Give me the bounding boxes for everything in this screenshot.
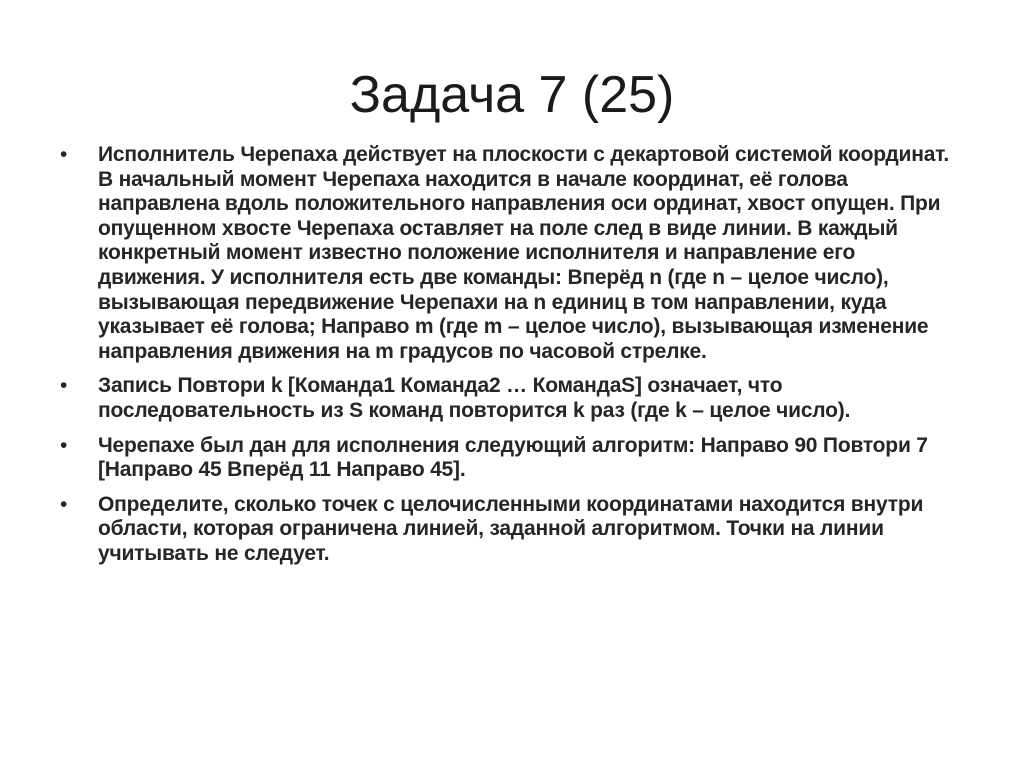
bullet-item [60,434,960,483]
bullet-item [60,493,960,567]
bullet-text: Исполнитель Черепаха действует на плоскости с декартовой системой координат. В начальный момент Черепаха находится в начале координат, её голова направлена вдоль положительного направления оси ординат, хвост опущен. При опущенном хвосте Черепаха оставляет на поле след в виде линии. В каждый конкретный момент известно положение исполнителя и направление его движения. У исполнителя есть две команды: Вперёд n (где n – целое число), вызывающая передвижение Черепахи на n единиц в том направлении, куда указывает её голова; Направо m (где m – целое число), вызывающая изменение направления движения на m градусов по часовой стрелке. [98,143,950,363]
bullet-item [60,143,960,364]
bullet-list [60,143,960,577]
bullet-marker: • [60,374,68,398]
bullet-text: Определите, сколько точек с целочисленными координатами находится внутри области, которая ограничена линией, заданной алгоритмом. Точки на линии учитывать не следует. [98,492,924,565]
bullet-text: Черепахе был дан для исполнения следующий алгоритм: Направо 90 Повтори 7 [Направо 45 Вперёд 11 Направо 45]. [98,433,928,482]
bullet-item [60,374,960,423]
bullet-marker: • [60,492,68,516]
bullet-marker: • [60,433,68,457]
bullet-text: Запись Повтори k [Команда1 Команда2 … КомандаS] означает, что последовательность из S команд повторится k раз (где k – целое число). [98,374,851,422]
bullet-marker: • [60,143,68,166]
slide-title: Задача 7 (25) [349,66,675,124]
